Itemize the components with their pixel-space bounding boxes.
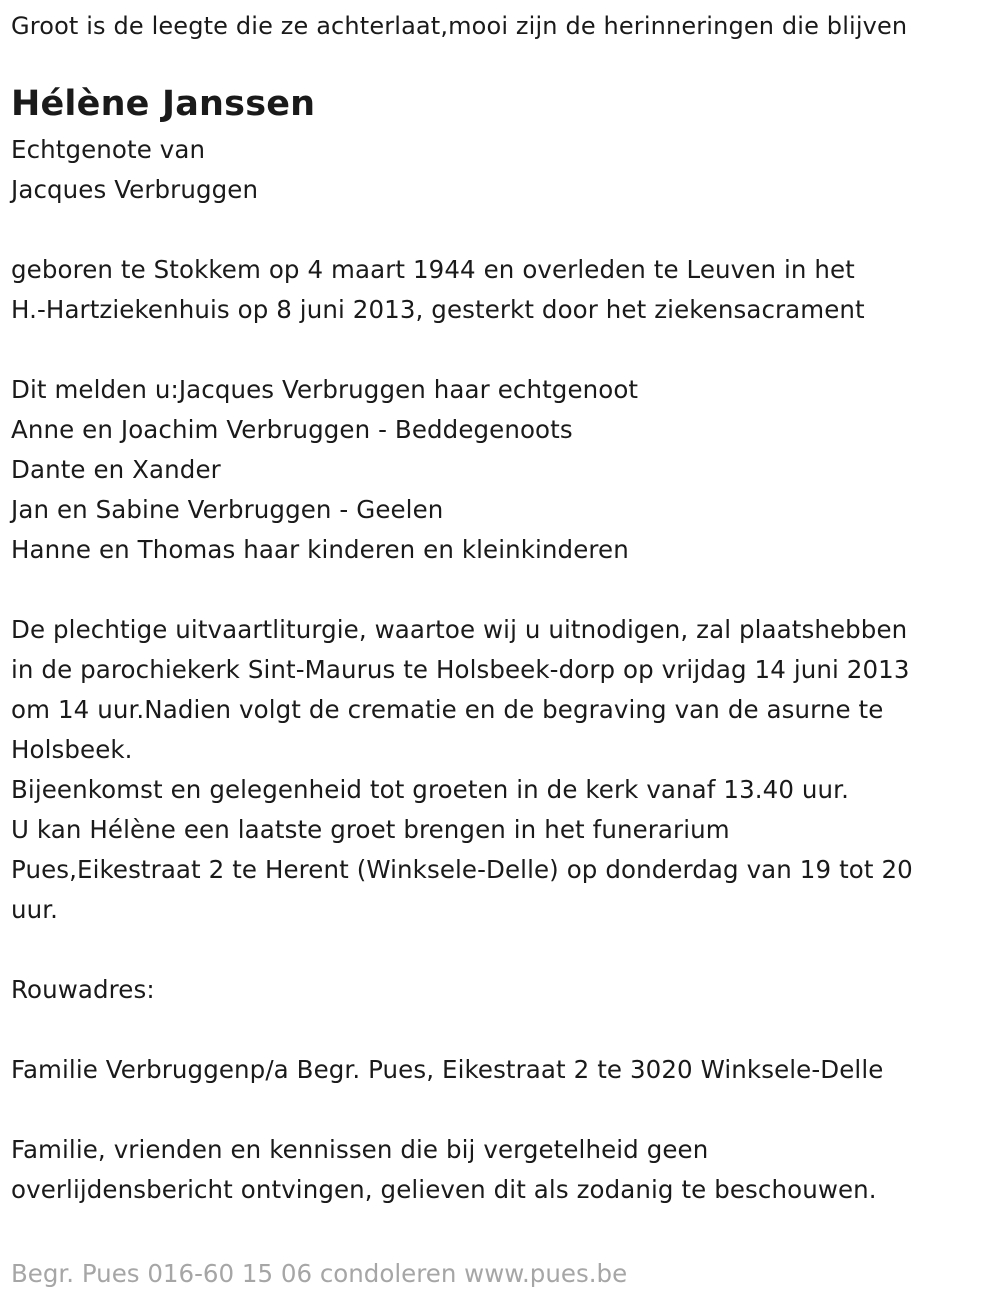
ceremony-line: Pues,Eikestraat 2 te Herent (Winksele-Delle) op donderdag van 19 tot 20 — [11, 855, 913, 884]
birth-death-paragraph — [11, 250, 996, 330]
ceremony-line: Bijeenkomst en gelegenheid tot groeten in de kerk vanaf 13.40 uur. — [11, 775, 849, 804]
ceremony-line: in de parochiekerk Sint-Maurus te Holsbeek-dorp op vrijdag 14 juni 2013 — [11, 655, 910, 684]
family-line: Anne en Joachim Verbruggen - Beddegenoots — [11, 415, 573, 444]
address-label: Rouwadres: — [11, 975, 155, 1004]
birth-death-line: geboren te Stokkem op 4 maart 1944 en overleden te Leuven in het — [11, 255, 855, 284]
footer-contact: Begr. Pues 016-60 15 06 condoleren www.pues.be — [11, 1259, 628, 1288]
family-line: Dit melden u:Jacques Verbruggen haar echtgenoot — [11, 375, 639, 404]
family-line: Jan en Sabine Verbruggen - Geelen — [11, 495, 444, 524]
ceremony-line: uur. — [11, 895, 59, 924]
address-text: Familie Verbruggenp/a Begr. Pues, Eikestraat 2 te 3020 Winksele-Delle — [11, 1055, 884, 1084]
spacer — [11, 330, 996, 370]
family-list — [11, 370, 996, 570]
ceremony-line: U kan Hélène een laatste groet brengen in het funerarium — [11, 815, 730, 844]
birth-death-line: H.-Hartziekenhuis op 8 juni 2013, gesterkt door het ziekensacrament — [11, 295, 865, 324]
ceremony-line: Holsbeek. — [11, 735, 133, 764]
ceremony-paragraph — [11, 610, 996, 930]
spouse-name: Jacques Verbruggen — [11, 175, 259, 204]
family-line: Dante en Xander — [11, 455, 221, 484]
spacer — [11, 570, 996, 610]
deceased-name: Hélène Janssen — [11, 84, 316, 124]
ceremony-line: om 14 uur.Nadien volgt de crematie en de begraving van de asurne te — [11, 695, 884, 724]
spacer — [11, 1010, 996, 1050]
ceremony-line: De plechtige uitvaartliturgie, waartoe wij u uitnodigen, zal plaatshebben — [11, 615, 908, 644]
family-line: Hanne en Thomas haar kinderen en kleinkinderen — [11, 535, 629, 564]
spacer — [11, 1090, 996, 1130]
spacer — [11, 930, 996, 970]
spacer — [11, 210, 996, 250]
notice-line: overlijdensbericht ontvingen, gelieven dit als zodanig te beschouwen. — [11, 1175, 877, 1204]
motto: Groot is de leegte die ze achterlaat,mooi zijn de herinneringen die blijven — [11, 12, 908, 40]
notice-line: Familie, vrienden en kennissen die bij vergetelheid geen — [11, 1135, 709, 1164]
notice-paragraph — [11, 1130, 996, 1210]
relation-label: Echtgenote van — [11, 135, 206, 164]
obituary-card — [11, 6, 996, 1210]
